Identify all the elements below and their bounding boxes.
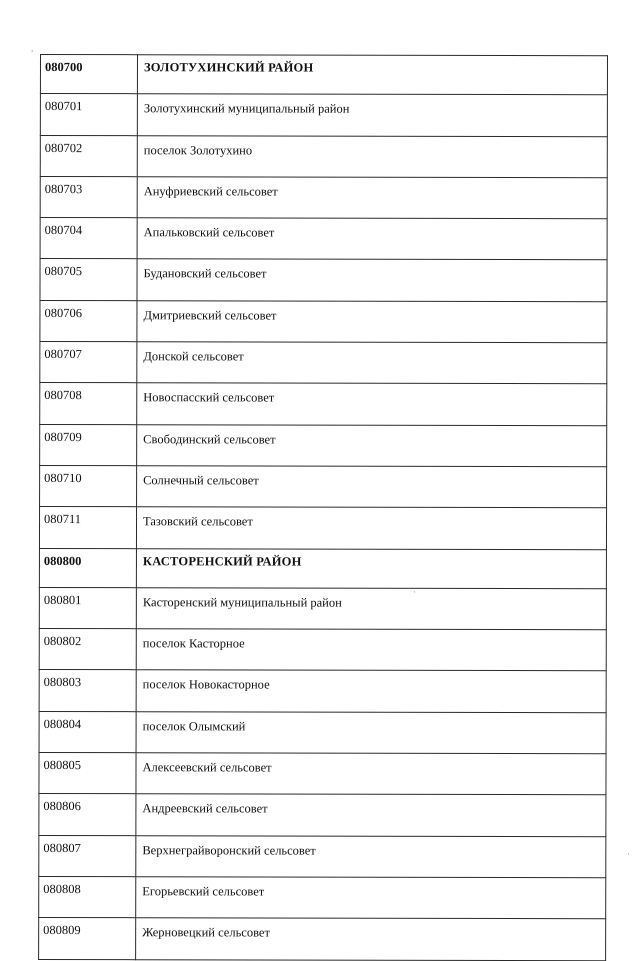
table-row <box>40 465 607 507</box>
municipality-name-cell: поселок Касторное <box>136 629 606 671</box>
table-row <box>40 218 607 260</box>
table-body <box>39 55 608 961</box>
code-cell: 080710 <box>40 465 137 506</box>
code-cell: 080801 <box>39 587 136 628</box>
code-cell: 080803 <box>39 670 136 711</box>
municipality-name-cell: Донской сельсовет <box>137 342 607 384</box>
table-row <box>39 794 606 836</box>
municipality-name-cell: Новоспасский сельсовет <box>137 383 607 425</box>
code-cell: 080700 <box>40 55 137 94</box>
municipality-name-cell: Егорьевский сельсовет <box>136 877 606 919</box>
table-row <box>40 342 607 384</box>
code-cell: 080705 <box>40 259 137 300</box>
municipality-code-table <box>38 54 608 961</box>
municipality-name-cell: Дмитриевский сельсовет <box>137 300 607 342</box>
table-row <box>39 835 606 877</box>
table-row <box>39 753 606 795</box>
table-row <box>39 587 606 629</box>
municipality-name-cell: Золотухинский муниципальный район <box>137 94 607 136</box>
municipality-name-cell: Тазовский сельсовет <box>136 507 606 549</box>
table-row <box>39 918 606 960</box>
code-cell: 080802 <box>39 629 136 670</box>
district-name-cell: ЗОЛОТУХИНСКИЙ РАЙОН <box>137 55 607 95</box>
code-cell: 080800 <box>39 548 136 588</box>
municipality-name-cell: Апальковский сельсовет <box>137 218 607 260</box>
municipality-name-cell: Будановский сельсовет <box>137 259 607 301</box>
table-row <box>39 670 606 712</box>
municipality-name-cell: Жерновецкий сельсовет <box>136 918 606 960</box>
table-row <box>40 135 607 177</box>
municipality-name-cell: Ануфриевский сельсовет <box>137 177 607 219</box>
code-cell: 080706 <box>40 300 137 341</box>
table-row <box>39 711 606 753</box>
table-row <box>40 176 607 218</box>
code-cell: 080805 <box>39 753 136 794</box>
municipality-name-cell: поселок Золотухино <box>137 135 607 177</box>
code-cell: 080806 <box>39 794 136 835</box>
municipality-name-cell: Касторенский муниципальный район <box>136 588 606 630</box>
table-row <box>40 383 607 425</box>
code-cell: 080707 <box>40 342 137 383</box>
code-cell: 080701 <box>40 94 137 135</box>
table-row <box>39 507 606 549</box>
code-cell: 080709 <box>40 424 137 465</box>
table-row <box>39 629 606 671</box>
municipality-name-cell: Алексеевский сельсовет <box>136 753 606 795</box>
scan-speck: , <box>31 43 34 53</box>
code-cell: 080704 <box>40 218 137 259</box>
municipality-name-cell: поселок Новокасторное <box>136 670 606 712</box>
table-row <box>40 300 607 342</box>
code-cell: 080703 <box>40 176 137 217</box>
municipality-name-cell: Солнечный сельсовет <box>137 466 607 508</box>
table-row <box>40 424 607 466</box>
code-cell: 080807 <box>39 835 136 876</box>
district-name-cell: КАСТОРЕНСКИЙ РАЙОН <box>136 548 606 588</box>
municipality-name-cell: Верхнеграйворонский сельсовет <box>136 835 606 877</box>
district-header-row <box>40 55 607 95</box>
scan-speck: · <box>413 587 416 597</box>
district-header-row <box>39 548 606 588</box>
table-row <box>40 94 607 136</box>
code-cell: 080711 <box>39 507 136 548</box>
municipality-name-cell: Свободинский сельсовет <box>137 424 607 466</box>
municipality-name-cell: Андреевский сельсовет <box>136 794 606 836</box>
scan-speck: · <box>627 849 630 859</box>
municipality-name-cell: поселок Олымский <box>136 711 606 753</box>
code-cell: 080708 <box>40 383 137 424</box>
code-cell: 080804 <box>39 711 136 752</box>
table-row <box>39 876 606 918</box>
code-cell: 080808 <box>39 876 136 917</box>
table-row <box>40 259 607 301</box>
code-cell: 080702 <box>40 135 137 176</box>
code-cell: 080809 <box>39 918 136 959</box>
